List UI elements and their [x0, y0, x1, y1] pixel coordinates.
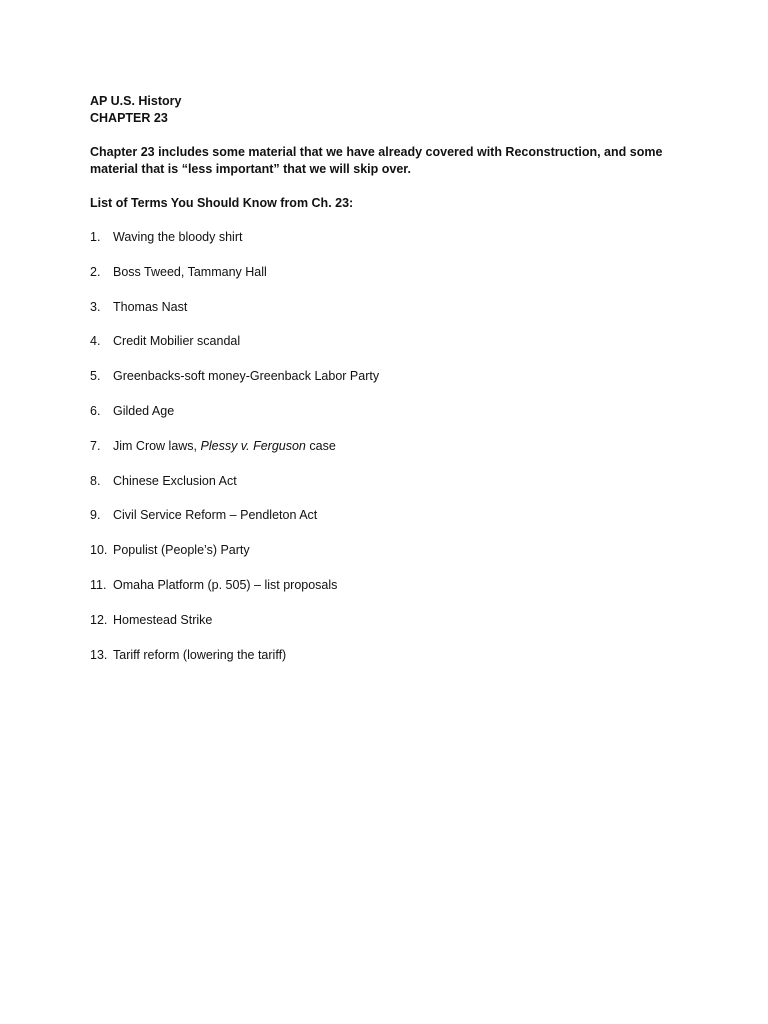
list-item: [90, 647, 690, 664]
case-name-italic: Plessy v. Ferguson: [200, 438, 306, 453]
list-item-number: 11.: [90, 577, 107, 592]
terms-list: [90, 229, 690, 664]
list-item: [90, 368, 690, 385]
list-item-text: Tariff reform (lowering the tariff): [113, 647, 287, 662]
list-item: [90, 264, 690, 281]
list-item-text: [113, 438, 336, 455]
list-item: [90, 333, 690, 350]
list-item-number: 5.: [90, 369, 101, 384]
document-header: [90, 93, 690, 127]
intro-line-2: material that is “less important” that we will skip over.: [90, 162, 411, 176]
list-item-text: Thomas Nast: [113, 299, 188, 314]
list-item-text-pre: Jim Crow laws,: [113, 438, 201, 453]
document-page: [90, 93, 690, 681]
list-item-text: Omaha Platform (p. 505) – list proposals: [113, 577, 338, 592]
list-item-number: 13.: [90, 647, 108, 662]
list-item: [90, 507, 690, 524]
chapter-title: CHAPTER 23: [90, 111, 168, 125]
list-item: [90, 229, 690, 246]
list-item-number: 3.: [90, 299, 101, 314]
list-item: [90, 612, 690, 629]
list-item: [90, 299, 690, 316]
list-item-text: Credit Mobilier scandal: [113, 334, 241, 349]
intro-paragraph: [90, 144, 690, 178]
list-item-number: 4.: [90, 334, 101, 349]
list-item-text: Homestead Strike: [113, 612, 213, 627]
list-item-number: 7.: [90, 438, 101, 453]
list-item: [90, 473, 690, 490]
list-item-text: Waving the bloody shirt: [113, 230, 243, 244]
list-item-number: 2.: [90, 264, 101, 279]
list-item-text: Chinese Exclusion Act: [113, 473, 237, 488]
list-item-text: Populist (People’s) Party: [113, 543, 250, 558]
list-item: [90, 438, 690, 455]
list-item-number: 8.: [90, 473, 101, 488]
list-item-number: 12.: [90, 612, 108, 627]
list-item-number: 10.: [90, 543, 108, 558]
list-item-text: Gilded Age: [113, 403, 175, 418]
list-item-text: Greenbacks-soft money-Greenback Labor Party: [113, 369, 380, 384]
list-item-number: 1.: [90, 230, 101, 244]
list-item-text: Boss Tweed, Tammany Hall: [113, 264, 267, 279]
list-item: [90, 403, 690, 420]
terms-list-title: List of Terms You Should Know from Ch. 23:: [90, 196, 354, 210]
list-item-text: Civil Service Reform – Pendleton Act: [113, 508, 318, 523]
list-item: [90, 577, 690, 594]
list-item: [90, 542, 690, 559]
list-item-text-post: case: [305, 438, 336, 453]
list-item-number: 9.: [90, 508, 101, 523]
course-title: AP U.S. History: [90, 94, 182, 108]
intro-line-1: Chapter 23 includes some material that we have already covered with Reconstruction, and some: [90, 145, 663, 159]
list-item-number: 6.: [90, 403, 101, 418]
